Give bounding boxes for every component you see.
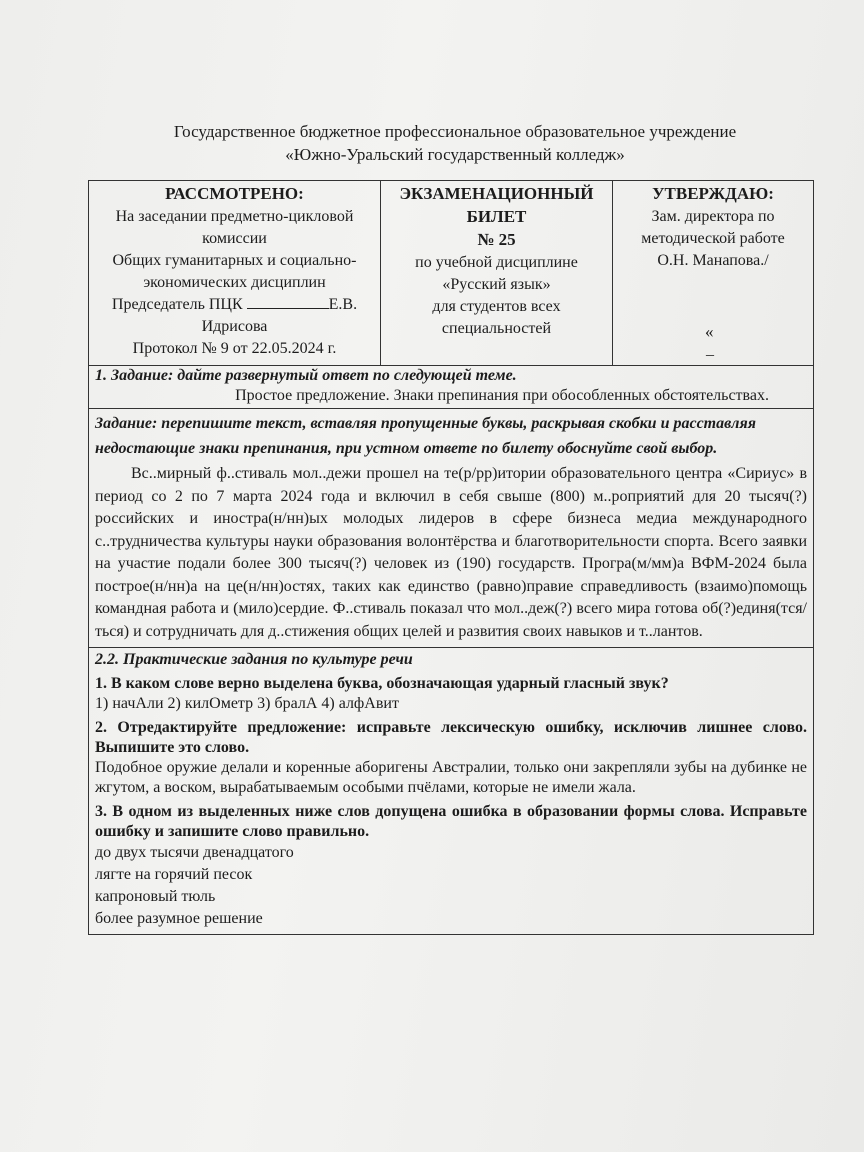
reviewed-line-4: экономических дисциплин bbox=[143, 274, 326, 291]
word-form-4: более разумное решение bbox=[95, 910, 263, 927]
word-forms-list bbox=[95, 842, 807, 930]
ticket-title-1: ЭКЗАМЕНАЦИОННЫЙ bbox=[399, 184, 594, 203]
ticket-title-2: БИЛЕТ bbox=[466, 207, 527, 226]
speech-culture-section bbox=[89, 648, 813, 934]
reviewed-title: РАССМОТРЕНО: bbox=[165, 184, 304, 203]
chair-initials: Е.В. bbox=[328, 296, 358, 313]
task-1-section bbox=[89, 366, 813, 409]
header-line-2: «Южно-Уральский государственный колледж» bbox=[285, 145, 625, 164]
exercise-text: Вс..мирный ф..стиваль мол..дежи прошел на те(р/рр)итории образовательного центра «Сириус» в период со 2 по 7 марта 2024 года и включил в себя свыше (800) м..роприятий для 20 тысяч(?) российских и иностра(н/нн)ых молодых лидеров в сфере бизнеса медиа международного с..трудничества культуры науки образования волонтёрства и благотворительности спорта. Всего заявки на участие подали более 300 тысяч(?) человек из (190) государств. Програ(м/мм)а ВФМ-2024 была построе(н/нн)а на це(н/нн)остях, таких как единство (равно)правие справедливость (взаимо)помощь командная работа и (мило)сердие. Ф..стиваль показал что мол..деж(?) всего мира готова об(?)единя(тся/ться) и сотрудничать для д..стижения общих целей и развития своих навыков и т..лантов. bbox=[95, 465, 807, 640]
chair-label: Председатель ПЦК bbox=[111, 296, 243, 313]
task-1-heading: 1. Задание: дайте развернутый ответ по следующей теме. bbox=[95, 367, 517, 384]
ticket-title-column bbox=[381, 181, 613, 365]
chair-line bbox=[89, 294, 380, 316]
reviewed-line-2: комиссии bbox=[202, 230, 267, 247]
task-text-section bbox=[89, 409, 813, 648]
word-form-3: капроновый тюль bbox=[95, 888, 216, 905]
protocol-line: Протокол № 9 от 22.05.2024 г. bbox=[132, 340, 337, 357]
discipline-line-1: по учебной дисциплине bbox=[415, 254, 578, 271]
date-quote-mark: « bbox=[705, 322, 714, 341]
sentence-to-edit: Подобное оружие делали и коренные аборигены Австралии, только они закрепляли зубы на дубинке не жгутом, а воском, вырабатываемым особыми пчёлами, которые не имели жала. bbox=[95, 759, 807, 796]
question-2: 2. Отредактируйте предложение: исправьте лексическую ошибку, исключив лишнее слово. Выпишите это слово. bbox=[95, 719, 807, 756]
date-underscore: _ bbox=[706, 341, 714, 358]
reviewed-line-1: На заседании предметно-цикловой bbox=[115, 208, 354, 225]
task-2-heading: Задание: перепишите текст, вставляя пропущенные буквы, раскрывая скобки и расставляя недостающие знаки препинания, при устном ответе по билету обоснуйте свой выбор. bbox=[95, 415, 756, 457]
approved-line-1: Зам. директора по bbox=[651, 208, 775, 225]
discipline-line-3: для студентов всех bbox=[432, 298, 561, 315]
ticket-number: № 25 bbox=[477, 230, 516, 249]
question-1: 1. В каком слове верно выделена буква, обозначающая ударный гласный звук? bbox=[95, 675, 669, 692]
signature-blank bbox=[247, 294, 329, 309]
discipline-line-4: специальностей bbox=[441, 320, 552, 337]
question-3: 3. В одном из выделенных ниже слов допущена ошибка в образовании формы слова. Исправьте ошибку и запишите слово правильно. bbox=[95, 803, 807, 840]
approved-line-2: методической работе bbox=[641, 230, 785, 247]
chair-surname: Идрисова bbox=[201, 318, 268, 335]
ticket-table bbox=[88, 180, 814, 935]
reviewed-line-3: Общих гуманитарных и социально- bbox=[112, 252, 357, 269]
approved-title: УТВЕРЖДАЮ: bbox=[652, 184, 774, 203]
approved-line-3: О.Н. Манапова./ bbox=[657, 252, 769, 269]
approved-column bbox=[613, 181, 813, 365]
discipline-line-2: «Русский язык» bbox=[442, 276, 551, 293]
task-1-topic: Простое предложение. Знаки препинания при обособленных обстоятельствах. bbox=[235, 387, 769, 404]
approval-row bbox=[89, 181, 813, 366]
reviewed-column bbox=[89, 181, 381, 365]
institution-header bbox=[60, 120, 850, 166]
word-form-1: до двух тысячи двенадцатого bbox=[95, 844, 294, 861]
answer-options-1: 1) начАли 2) килОметр 3) бралА 4) алфАвит bbox=[95, 695, 399, 712]
section-2-2-heading: 2.2. Практические задания по культуре речи bbox=[95, 651, 413, 668]
header-line-1: Государственное бюджетное профессиональное образовательное учреждение bbox=[173, 122, 737, 141]
word-form-2: лягте на горячий песок bbox=[95, 866, 253, 883]
